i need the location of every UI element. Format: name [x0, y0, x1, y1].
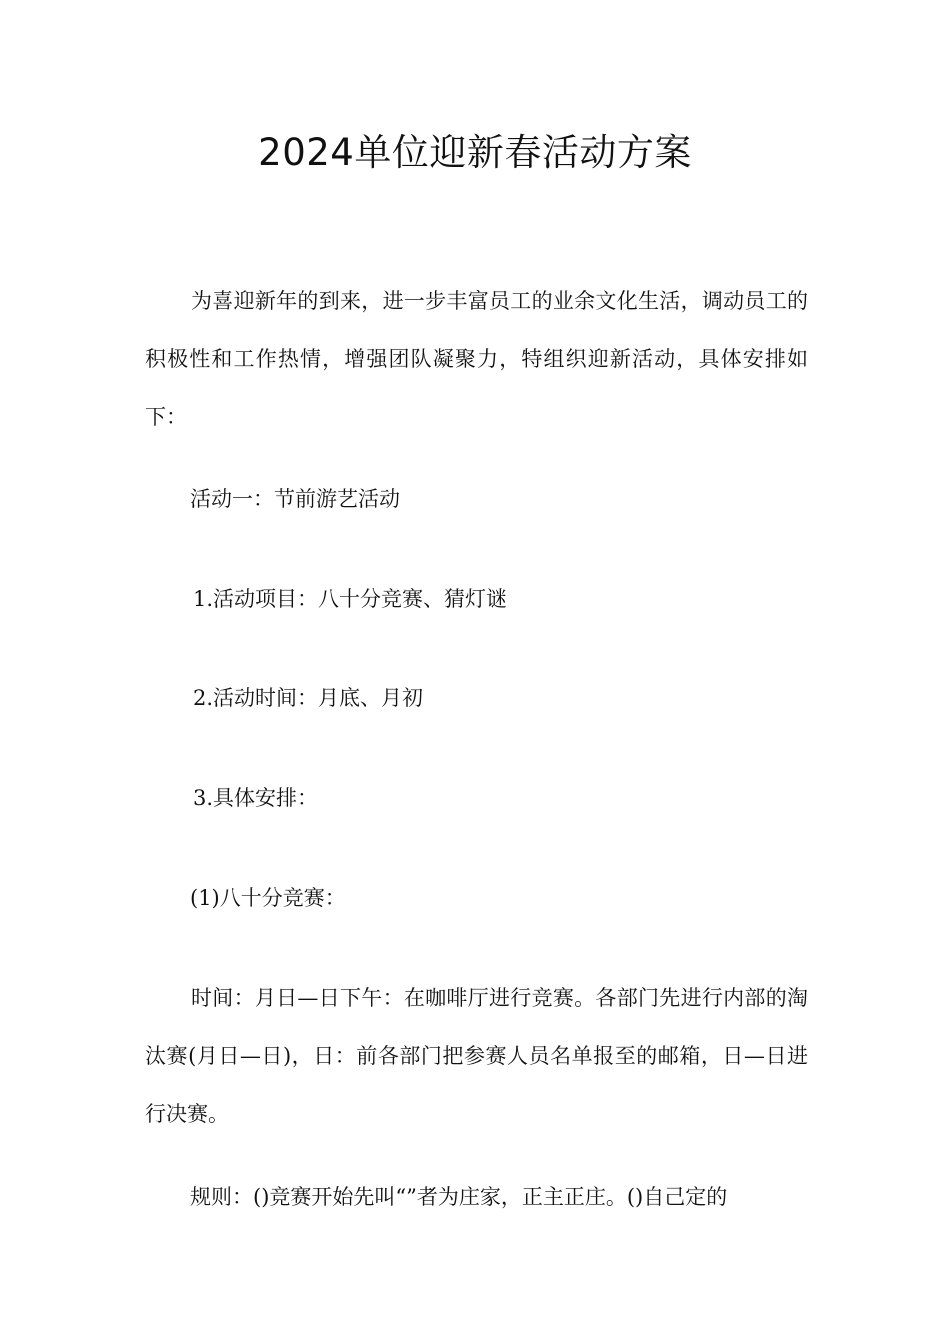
activity-heading: 活动一：节前游艺活动 — [190, 487, 400, 511]
item-activity-project: 1.活动项目：八十分竞赛、猜灯谜 — [193, 587, 508, 611]
item-activity-time: 2.活动时间：月底、月初 — [193, 686, 424, 710]
intro-paragraph: 为喜迎新年的到来，进一步丰富员工的业余文化生活，调动员工的积极性和工作热情，增强团队凝聚力，特组织迎新活动，具体安排如下： — [145, 289, 808, 429]
time-paragraph: 时间：月日—日下午：在咖啡厅进行竞赛。各部门先进行内部的淘汰赛(月日—日)，日：前各部门把参赛人员名单报至的邮箱，日—日进行决赛。 — [145, 986, 808, 1126]
item-specific-arrangement: 3.具体安排： — [193, 786, 319, 810]
document-title: 2024单位迎新春活动方案 — [258, 131, 692, 174]
rules-paragraph: 规则：()竞赛开始先叫“”者为庄家，正主正庄。()自己定的 — [190, 1185, 728, 1209]
sub-item-card-competition: (1)八十分竞赛： — [190, 886, 346, 910]
